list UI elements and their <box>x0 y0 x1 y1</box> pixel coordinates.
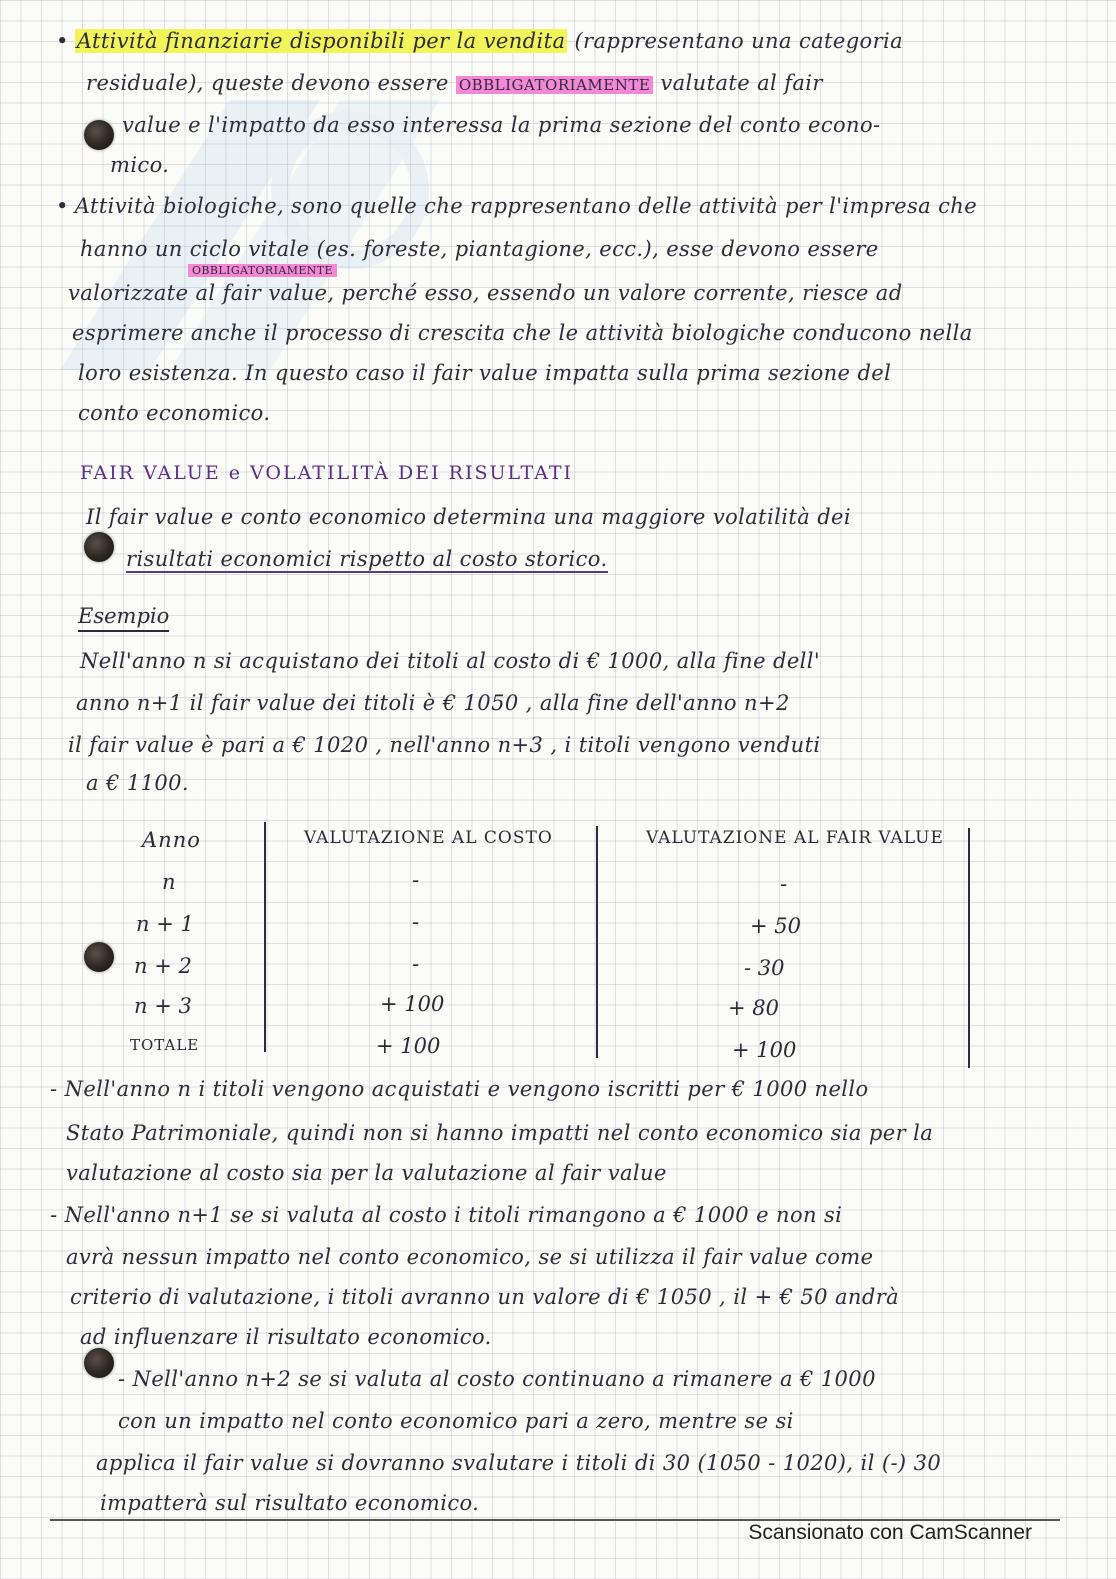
section2-line-6: conto economico. <box>78 401 271 425</box>
notes-line-1: - Nell'anno n i titoli vengono acquistati e vengono iscritti per € 1000 nello <box>50 1077 869 1101</box>
notes-line-9: con un impatto nel conto economico pari a zero, mentre se si <box>118 1409 794 1433</box>
table-row-3-costo: - <box>412 952 420 976</box>
table-row-3-anno: n + 2 <box>134 954 192 978</box>
obbligatoriamente-label-2: OBBLIGATORIAMENTE <box>188 264 337 277</box>
notes-line-2: Stato Patrimoniale, quindi non si hanno impatti nel conto economico sia per la <box>66 1121 934 1145</box>
section2-text-1: Attività biologiche, sono quelle che rappresentano delle attività per l'impresa che <box>74 194 978 218</box>
table-row-2-costo: - <box>412 910 420 934</box>
section1-line-1 <box>56 28 903 54</box>
section2-line-3: valorizzate al fair value, perché esso, essendo un valore corrente, riesce ad <box>68 281 903 305</box>
table-row-5-fair: + 100 <box>732 1038 797 1062</box>
binder-hole-4 <box>84 1348 114 1378</box>
section1-line-3: value e l'impatto da esso interessa la prima sezione del conto econo- <box>122 113 881 137</box>
table-divider-1 <box>264 822 266 1052</box>
camscanner-footer: Scansionato con CamScanner <box>748 1521 1032 1544</box>
section-heading: FAIR VALUE e VOLATILITÀ DEI RISULTATI <box>80 462 574 484</box>
notes-line-5: avrà nessun impatto nel conto economico, se si utilizza il fair value come <box>66 1245 874 1269</box>
section3-line-2 <box>126 546 608 572</box>
bullet-dot: • <box>56 29 69 53</box>
table-row-2-fair: + 50 <box>750 914 801 938</box>
section1-line-2 <box>86 70 823 98</box>
section1-text-2: residuale), queste devono essere <box>86 71 449 95</box>
table-row-3-fair: - 30 <box>744 956 785 980</box>
section1-line-1-rest: (rappresentano una categoria <box>574 29 904 53</box>
obbligatoriamente-highlight: OBBLIGATORIAMENTE <box>456 76 653 94</box>
section3-text-2: risultati economici rispetto al costo storico. <box>126 547 608 571</box>
example-line-4: a € 1100. <box>86 771 189 795</box>
notes-line-7: ad influenzare il risultato economico. <box>80 1325 492 1349</box>
example-line-2: anno n+1 il fair value dei titoli è € 1050 , alla fine dell'anno n+2 <box>76 691 790 715</box>
table-row-1-costo: - <box>412 868 420 892</box>
table-row-1-fair: - <box>780 872 788 896</box>
binder-hole-1 <box>84 120 114 150</box>
table-row-5-costo: + 100 <box>376 1034 441 1058</box>
table-header-anno: Anno <box>142 828 201 852</box>
table-row-4-anno: n + 3 <box>134 994 192 1018</box>
example-line-3: il fair value è pari a € 1020 , nell'anno n+3 , i titoli vengono venduti <box>68 733 821 757</box>
table-row-4-fair: + 80 <box>728 996 779 1020</box>
section2-line-4: esprimere anche il processo di crescita che le attività biologiche conducono nella <box>72 321 973 345</box>
binder-hole-2 <box>84 532 114 562</box>
bullet-dot: • <box>56 194 69 218</box>
section2-line-1 <box>56 193 977 219</box>
notes-line-10: applica il fair value si dovranno svalutare i titoli di 30 (1050 - 1020), il (-) 30 <box>96 1451 942 1475</box>
table-row-2-anno: n + 1 <box>136 912 194 936</box>
section1-term: Attività finanziarie disponibili per la vendita <box>76 29 566 53</box>
table-header-costo: VALUTAZIONE AL COSTO <box>304 828 553 848</box>
table-divider-3 <box>968 828 970 1068</box>
table-header-fair: VALUTAZIONE AL FAIR VALUE <box>646 828 944 848</box>
section1-line-4: mico. <box>110 153 170 177</box>
notes-line-8: - Nell'anno n+2 se si valuta al costo continuano a rimanere a € 1000 <box>118 1367 876 1391</box>
notes-line-3: valutazione al costo sia per la valutazione al fair value <box>66 1161 667 1185</box>
notes-line-6: criterio di valutazione, i titoli avranno un valore di € 1050 , il + € 50 andrà <box>70 1285 900 1309</box>
section2-line-5: loro esistenza. In questo caso il fair value impatta sulla prima sezione del <box>78 361 892 385</box>
table-row-4-costo: + 100 <box>380 992 445 1016</box>
example-title: Esempio <box>78 604 169 632</box>
notes-line-4: - Nell'anno n+1 se si valuta al costo i titoli rimangono a € 1000 e non si <box>50 1203 843 1227</box>
section3-line-1: Il fair value e conto economico determina una maggiore volatilità dei <box>86 505 851 529</box>
table-row-1-anno: n <box>162 870 176 894</box>
section2-line-2: hanno un ciclo vitale (es. foreste, piantagione, ecc.), esse devono essere <box>80 237 879 261</box>
obbligatoriamente-highlight-2 <box>188 261 337 279</box>
table-divider-2 <box>596 826 598 1058</box>
binder-hole-3 <box>84 942 114 972</box>
example-line-1: Nell'anno n si acquistano dei titoli al costo di € 1000, alla fine dell' <box>80 649 821 673</box>
table-row-5-anno: TOTALE <box>130 1036 200 1054</box>
section1-text-3: valutate al fair <box>660 71 823 95</box>
notes-line-11: impatterà sul risultato economico. <box>100 1491 480 1515</box>
